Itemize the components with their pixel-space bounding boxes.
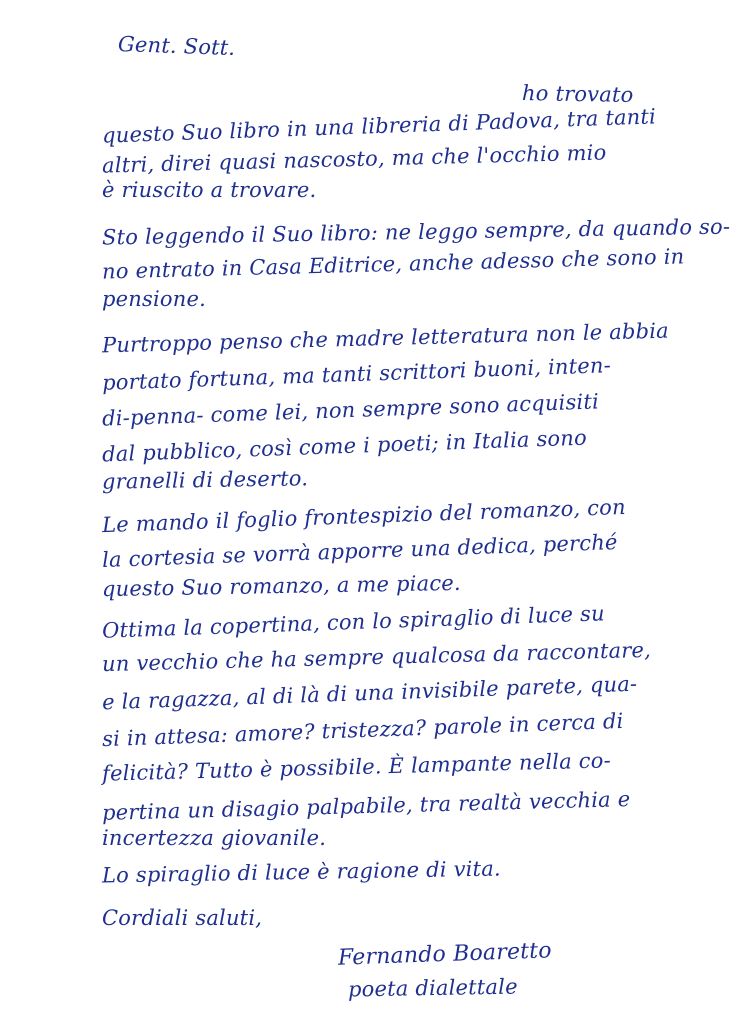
letter-line-13: Le mando il foglio frontespizio del romanzo, con [101,494,627,538]
letter-line-11: dal pubblico, così come i poeti; in Italia sono [101,425,588,467]
letter-line-3: altri, direi quasi nascosto, ma che l'occhio mio [101,140,607,178]
salutation: Gent. Sott. [117,31,236,61]
letter-line-20: felicità? Tutto è possibile. È lampante nella co- [101,748,612,786]
letter-line-23: Lo spiraglio di luce è ragione di vita. [101,856,502,888]
letter-line-2: questo Suo libro in una libreria di Padova, tra tanti [101,104,657,148]
letter-line-16: Ottima la copertina, con lo spiraglio di luce su [101,601,606,643]
letter-line-15: questo Suo romanzo, a me piace. [101,570,461,602]
signature-title: poeta dialettale [347,974,518,1002]
letter-line-18: e la ragazza, al di là di una invisibile parete, qua- [101,671,638,715]
signature-name: Fernando Boaretto [337,938,553,971]
letter-line-5: Sto leggendo il Suo libro: ne leggo sempre, da quando so- [101,214,731,250]
letter-line-19: si in attesa: amore? tristezza? parole in cerca di [101,708,624,752]
letter-line-12: granelli di deserto. [101,466,309,494]
letter-line-10: di-penna- come lei, non sempre sono acquisiti [101,389,600,431]
letter-line-9: portato fortuna, ma tanti scrittori buoni, inten- [101,353,612,395]
letter-line-21: pertina un disagio palpabile, tra realtà vecchia e [101,787,631,825]
letter-line-6: no entrato in Casa Editrice, anche adesso che sono in [101,244,685,284]
letter-line-7: pensione. [102,287,206,311]
letter-line-8: Purtroppo penso che madre letteratura non le abbia [101,318,670,358]
letter-line-4: è riuscito a trovare. [102,178,317,202]
letter-line-1: ho trovato [521,81,634,107]
letter-line-14: la cortesia se vorrà apporre una dedica, perché [101,530,618,572]
closing: Cordiali saluti, [102,906,263,930]
letter-line-22: incertezza giovanile. [102,826,327,850]
letter-line-17: un vecchio che ha sempre qualcosa da raccontare, [101,637,652,677]
